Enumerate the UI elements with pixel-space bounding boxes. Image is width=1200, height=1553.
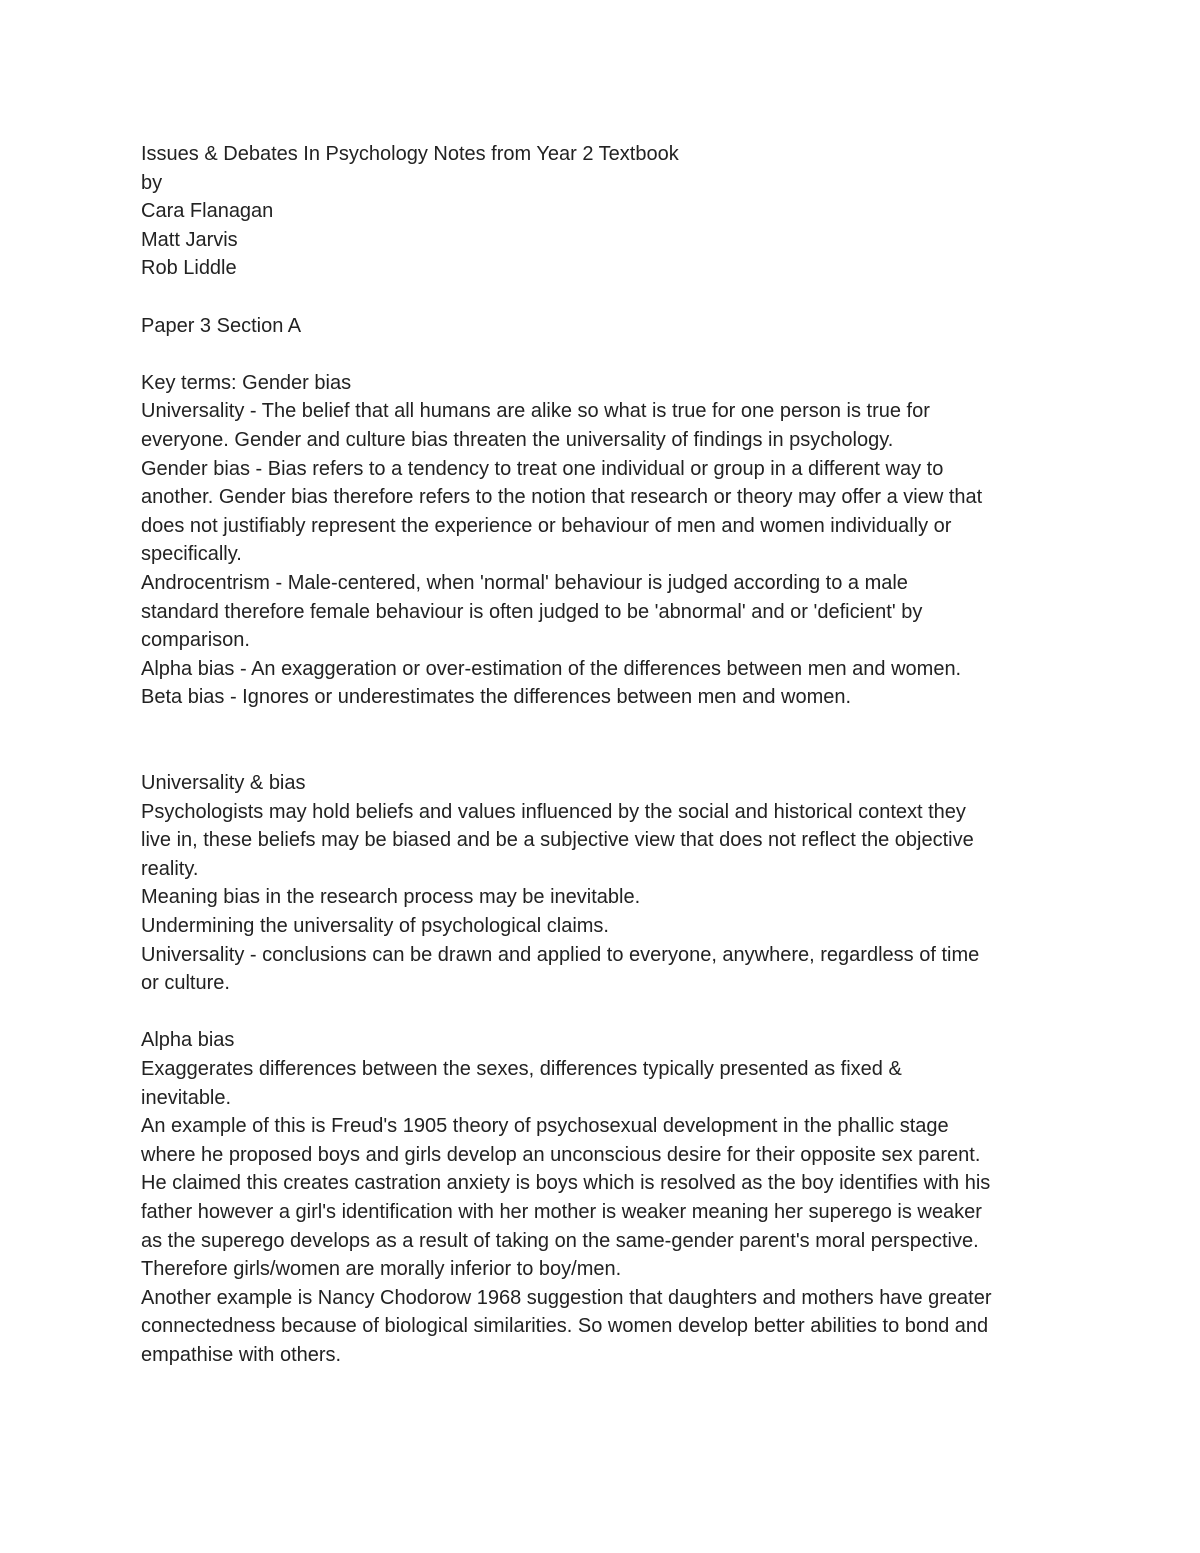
paragraph-line: another. Gender bias therefore refers to the notion that research or theory may offer a view that	[141, 486, 983, 509]
section-heading-alpha-bias: Alpha bias	[141, 1029, 235, 1052]
paragraph-line: comparison.	[141, 629, 250, 652]
section-heading-key-terms: Key terms: Gender bias	[141, 371, 352, 394]
document-title: Issues & Debates In Psychology Notes from Year 2 Textbook	[141, 143, 679, 165]
author-name: Rob Liddle	[141, 257, 237, 280]
paragraph-line: Gender bias - Bias refers to a tendency to treat one individual or group in a different way to	[141, 457, 944, 480]
paragraph-line: father however a girl's identification with her mother is weaker meaning her superego is weaker	[141, 1200, 982, 1223]
paragraph-line: where he proposed boys and girls develop an unconscious desire for their opposite sex parent.	[141, 1143, 981, 1166]
spacer	[141, 283, 1071, 312]
paragraph-line: Psychologists may hold beliefs and values influenced by the social and historical context they	[141, 800, 966, 823]
paragraph-line: Meaning bias in the research process may be inevitable.	[141, 886, 641, 909]
byline: by	[141, 171, 163, 194]
paragraph-line: He claimed this creates castration anxiety is boys which is resolved as the boy identifies with his	[141, 1172, 991, 1195]
paragraph-line: or culture.	[141, 972, 230, 995]
paragraph-line: Universality - conclusions can be drawn and applied to everyone, anywhere, regardless of time	[141, 943, 980, 966]
document-body	[141, 140, 1071, 1370]
paragraph-line: Therefore girls/women are morally inferior to boy/men.	[141, 1258, 622, 1281]
spacer	[141, 340, 1071, 369]
paragraph-line: connectedness because of biological similarities. So women develop better abilities to bond and	[141, 1315, 989, 1338]
author-name: Cara Flanagan	[141, 200, 274, 223]
paragraph-line: Beta bias - Ignores or underestimates the differences between men and women.	[141, 686, 852, 709]
paragraph-line: reality.	[141, 857, 199, 880]
spacer	[141, 998, 1071, 1027]
paragraph-line: does not justifiably represent the experience or behaviour of men and women individually or	[141, 514, 952, 537]
paragraph-line: Androcentrism - Male-centered, when 'normal' behaviour is judged according to a male	[141, 571, 908, 594]
paragraph-line: standard therefore female behaviour is often judged to be 'abnormal' and or 'deficient' by	[141, 600, 923, 623]
paragraph-line: empathise with others.	[141, 1343, 342, 1366]
paragraph-line: inevitable.	[141, 1086, 232, 1109]
paper-section-label: Paper 3 Section A	[141, 314, 302, 337]
paragraph-line: Universality - The belief that all humans are alike so what is true for one person is true for	[141, 400, 930, 423]
paragraph-line: Exaggerates differences between the sexes, differences typically presented as fixed &	[141, 1058, 902, 1080]
paragraph-line: An example of this is Freud's 1905 theory of psychosexual development in the phallic stage	[141, 1115, 949, 1138]
author-name: Matt Jarvis	[141, 228, 238, 251]
paragraph-line: Undermining the universality of psychological claims.	[141, 915, 609, 938]
section-heading-universality-bias: Universality & bias	[141, 772, 306, 795]
paragraph-line: Alpha bias - An exaggeration or over-estimation of the differences between men and women.	[141, 657, 962, 680]
paragraph-line: everyone. Gender and culture bias threaten the universality of findings in psychology.	[141, 428, 894, 451]
paragraph-line: specifically.	[141, 543, 242, 566]
spacer	[141, 712, 1071, 769]
paragraph-line: Another example is Nancy Chodorow 1968 suggestion that daughters and mothers have greater	[141, 1286, 992, 1309]
paragraph-line: as the superego develops as a result of taking on the same-gender parent's moral perspective.	[141, 1229, 979, 1252]
paragraph-line: live in, these beliefs may be biased and be a subjective view that does not reflect the objective	[141, 829, 974, 852]
